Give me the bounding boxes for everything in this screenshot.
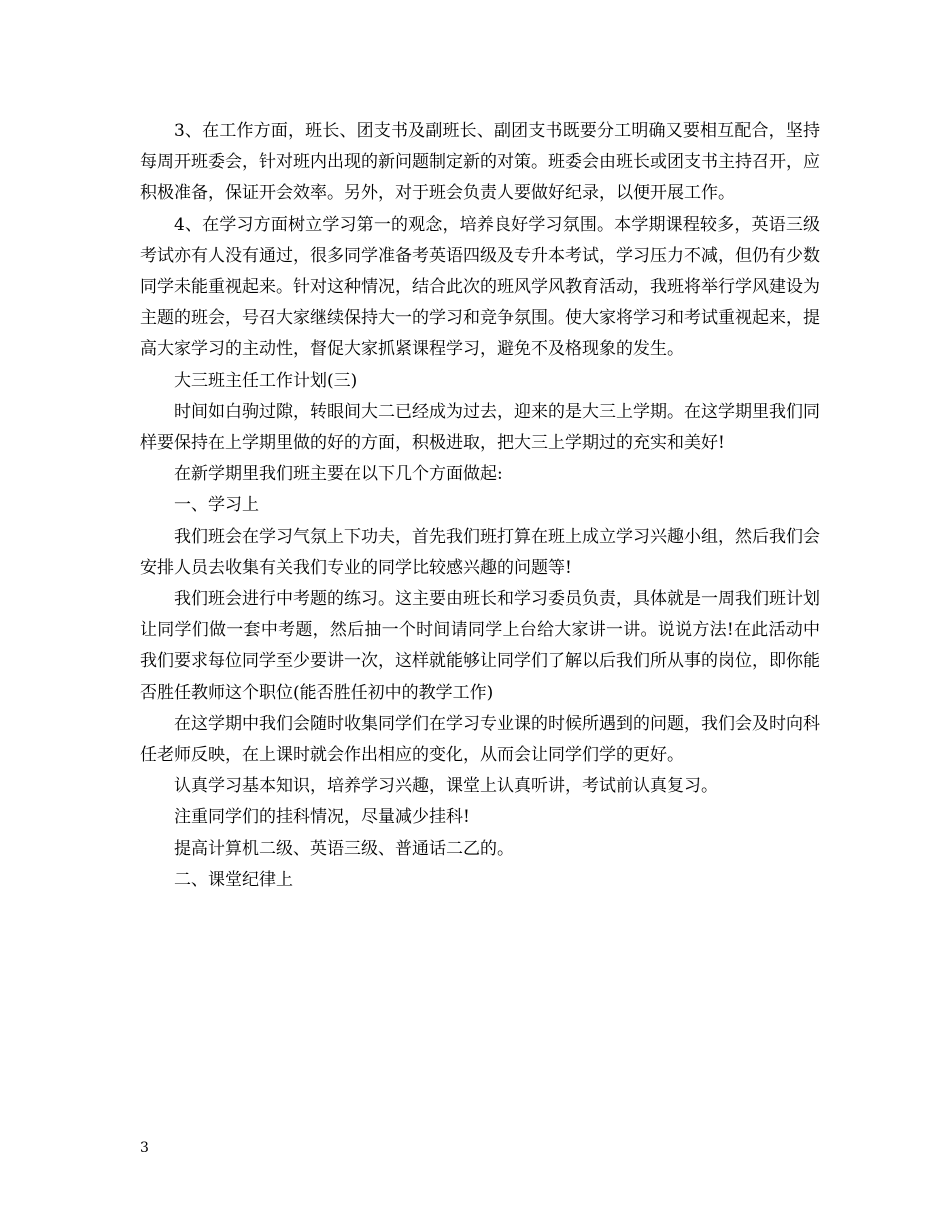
paragraph-work-aspect: 3、在工作方面，班长、团支书及副班长、副团支书既要分工明确又要相互配合，坚持每周开班委会，针对班内出现的新问题制定新的对策。班委会由班长或团支书主持召开，应积极准备，保证开会效率。另外，对于班会负责人要做好纪录，以便开展工作。 [140,121,820,204]
paragraph-study-atmosphere: 我们班会在学习气氛上下功夫，首先我们班打算在班上成立学习兴趣小组，然后我们会安排人员去收集有关我们专业的同学比较感兴趣的问题等! [140,526,820,578]
paragraph-study-aspect: 4、在学习方面树立学习第一的观念，培养良好学习氛围。本学期课程较多，英语三级考试亦有人没有通过，很多同学准备考英语四级及专升本考试，学习压力不减，但仍有少数同学未能重视起来。针对这种情况，结合此次的班风学风教育活动，我班将举行学风建设为主题的班会，号召大家继续保持大一的学习和竞争氛围。使大家将学习和考试重视起来，提高大家学习的主动性，督促大家抓紧课程学习，避免不及格现象的发生。 [140,214,820,360]
paragraph-exam-practice: 我们班会进行中考题的练习。这主要由班长和学习委员负责，具体就是一周我们班计划让同学们做一套中考题，然后抽一个时间请同学上台给大家讲一讲。说说方法!在此活动中我们要求每位同学至少要讲一次，这样就能够让同学们了解以后我们所从事的岗位，即你能否胜任教师这个职位(能否胜任初中的教学工作) [140,589,820,703]
subheading-study: 一、学习上 [174,495,259,516]
paragraph-certificates: 提高计算机二级、英语三级、普通话二乙的。 [174,838,514,859]
section-heading-plan-three: 大三班主任工作计划(三) [174,370,358,391]
paragraph-new-semester: 在新学期里我们班主要在以下几个方面做起: [174,464,503,485]
paragraph-collect-questions: 在这学期中我们会随时收集同学们在学习专业课的时候所遇到的问题，我们会及时向科任老师反映，在上课时就会作出相应的变化，从而会让同学们学的更好。 [140,713,820,766]
paragraph-intro: 时间如白驹过隙，转眼间大二已经成为过去，迎来的是大三上学期。在这学期里我们同样要保持在上学期里做的好的方面，积极进取，把大三上学期过的充实和美好! [140,401,820,454]
paragraph-failed-courses: 注重同学们的挂科情况，尽量减少挂科! [174,807,470,828]
paragraph-basic-knowledge: 认真学习基本知识，培养学习兴趣，课堂上认真听讲，考试前认真复习。 [174,776,718,797]
document-body [140,116,820,896]
page-number: 3 [140,1140,149,1156]
subheading-classroom-discipline: 二、课堂纪律上 [174,869,293,890]
